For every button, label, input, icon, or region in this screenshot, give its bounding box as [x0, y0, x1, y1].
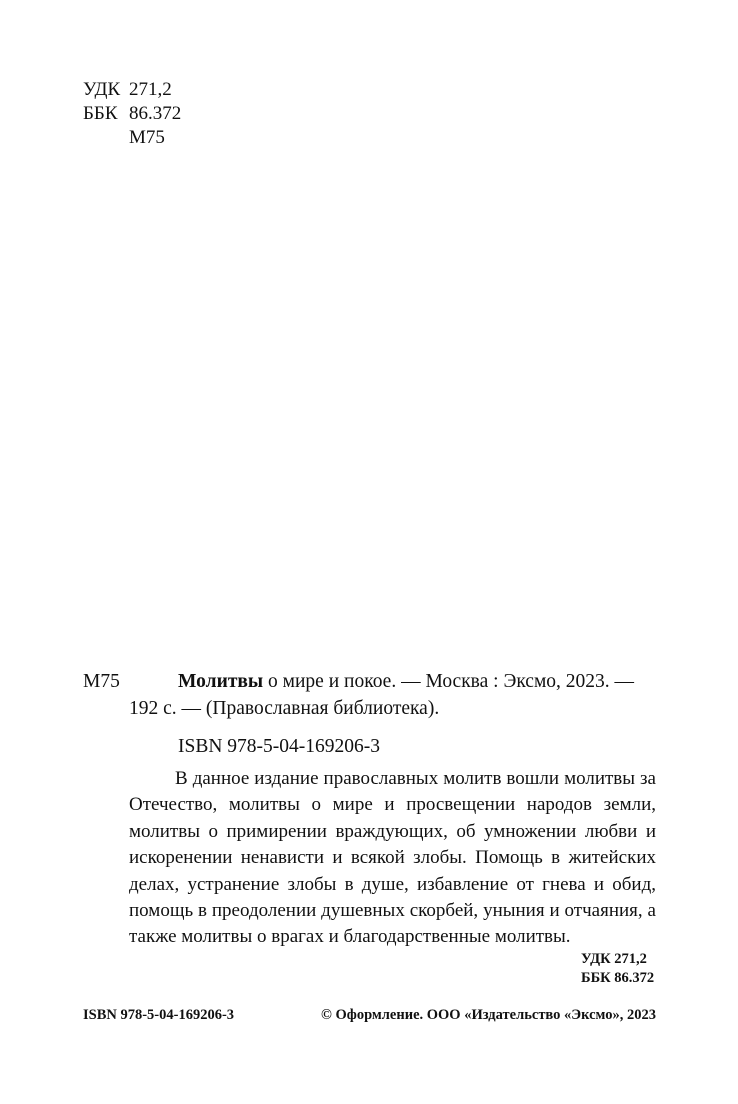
entry-imprint: о мире и покое. — Москва : Эксмо, 2023. — — [263, 671, 635, 692]
udk-bottom: УДК 271,2 — [581, 951, 647, 967]
book-title: Молитвы — [178, 671, 264, 692]
entry-line-1 — [178, 668, 634, 695]
udk-value: 271,2 — [129, 79, 172, 100]
author-mark-entry: М75 — [83, 671, 120, 692]
footer-copyright: © Оформление. ООО «Издательство «Эксмо», 2023 — [321, 1007, 656, 1023]
annotation-paragraph: В данное издание православных молитв вошли молитвы за Отечество, молитвы о мире и просвещении народов земли, молитвы о примирении враждующих, об умножении любви и искоренении ненависти и всякой злобы. Помощь в житейских делах, устранение злобы в душе, избавление от гнева и обид, помощь в преодолении душевных скорбей, уныния и отчаяния, а также молитвы о врагах и благодарственные молитвы. — [129, 768, 656, 948]
bbk-label: ББК — [83, 103, 118, 124]
footer-isbn: ISBN 978-5-04-169206-3 — [83, 1007, 235, 1023]
udk-label: УДК — [83, 79, 121, 100]
bbk-value: 86.372 — [129, 103, 182, 124]
author-mark-top: М75 — [129, 127, 165, 148]
entry-line-2: 192 с. — (Православная библиотека). — [129, 698, 440, 719]
udk-row — [0, 78, 738, 102]
bbk-bottom: ББК 86.372 — [581, 970, 655, 986]
bbk-row — [0, 102, 738, 126]
entry-isbn: ISBN 978-5-04-169206-3 — [178, 736, 381, 757]
